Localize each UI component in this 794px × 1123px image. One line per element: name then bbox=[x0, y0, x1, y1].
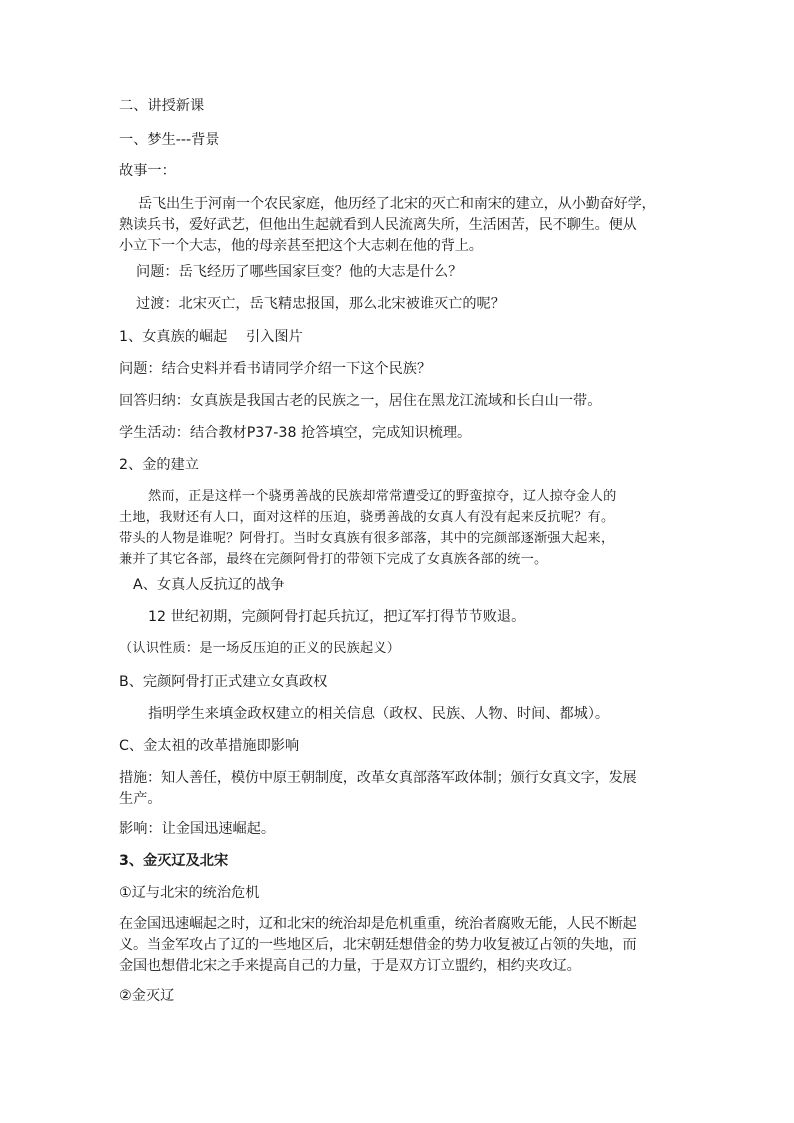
narrative-line: 带头的人物是谁呢？阿骨打。当时女真族有很多部落，其中的完颜部逐渐强大起来， bbox=[119, 531, 615, 546]
point-heading-c: C、金太祖的改革措施即影响 bbox=[119, 738, 300, 754]
point-heading-a: A、女真人反抗辽的战争 bbox=[133, 577, 285, 593]
transition-text: 过渡：北宋灭亡，岳飞精忠报国，那么北宋被谁灭亡的呢？ bbox=[136, 296, 505, 312]
point-heading-b: B、完颜阿骨打正式建立女真政权 bbox=[119, 674, 328, 690]
story-label: 故事一： bbox=[119, 163, 176, 179]
student-activity: 学生活动：结合教材P37-38 抢答填空，完成知识梳理。 bbox=[119, 425, 472, 441]
narrative-line: 兼并了其它各部，最终在完颜阿骨打的带领下完成了女真族各部的统一。 bbox=[119, 552, 548, 567]
crisis-paragraph-line: 金国也想借北宋之手来提高自己的力量，于是双方订立盟约，相约夹攻辽。 bbox=[119, 958, 581, 974]
question-text: 问题：结合史料并看书请同学介绍一下这个民族？ bbox=[119, 361, 432, 377]
narrative-line: 然而，正是这样一个骁勇善战的民族却常常遭受辽的野蛮掠夺，辽人掠夺金人的 bbox=[148, 489, 617, 504]
measures-line: 措施：知人善任，模仿中原王朝制度，改革女真部落军政体制；颁行女真文字，发展 bbox=[119, 770, 637, 786]
nature-note: （认识性质：是一场反压迫的正义的民族起义） bbox=[119, 641, 401, 656]
narrative-line: 土地，我财还有人口，面对这样的压迫，骁勇善战的女真人有没有起来反抗呢？有。 bbox=[119, 510, 615, 525]
answer-summary: 回答归纳：女真族是我国古老的民族之一，居住在黑龙江流域和长白山一带。 bbox=[119, 393, 602, 409]
topic-heading: 1、女真族的崛起 引入图片 bbox=[119, 329, 303, 345]
story-paragraph-line: 岳飞出生于河南一个农民家庭，他历经了北宋的灭亡和南宋的建立，从小勤奋好学， bbox=[138, 196, 656, 212]
point-detail: 指明学生来填金政权建立的相关信息（政权、民族、人物、时间、都城）。 bbox=[148, 706, 610, 722]
subpoint-heading: ①辽与北宋的统治危机 bbox=[119, 885, 260, 901]
topic-heading: 2、金的建立 bbox=[119, 457, 199, 473]
story-paragraph-line: 小立下一个大志，他的母亲甚至把这个大志刺在他的背上。 bbox=[119, 238, 483, 254]
subpoint-heading: ②金灭辽 bbox=[119, 988, 175, 1004]
story-paragraph-line: 熟读兵书，爱好武艺，但他出生起就看到人民流离失所，生活困苦，民不聊生。便从 bbox=[119, 217, 637, 233]
impact-text: 影响：让金国迅速崛起。 bbox=[119, 821, 276, 837]
subsection-heading: 一、梦生---背景 bbox=[119, 132, 220, 148]
question-text: 问题：岳飞经历了哪些国家巨变？他的大志是什么？ bbox=[136, 264, 463, 280]
section-heading: 二、讲授新课 bbox=[119, 98, 205, 114]
measures-line: 生产。 bbox=[119, 791, 162, 807]
crisis-paragraph-line: 义。当金军攻占了辽的一些地区后，北宋朝廷想借金的势力收复被辽占领的失地，而 bbox=[119, 937, 637, 953]
topic-heading: 3、金灭辽及北宋 bbox=[119, 853, 229, 869]
point-detail: 12 世纪初期，完颜阿骨打起兵抗辽，把辽军打得节节败退。 bbox=[148, 609, 526, 625]
crisis-paragraph-line: 在金国迅速崛起之时，辽和北宋的统治却是危机重重，统治者腐败无能，人民不断起 bbox=[119, 916, 637, 932]
